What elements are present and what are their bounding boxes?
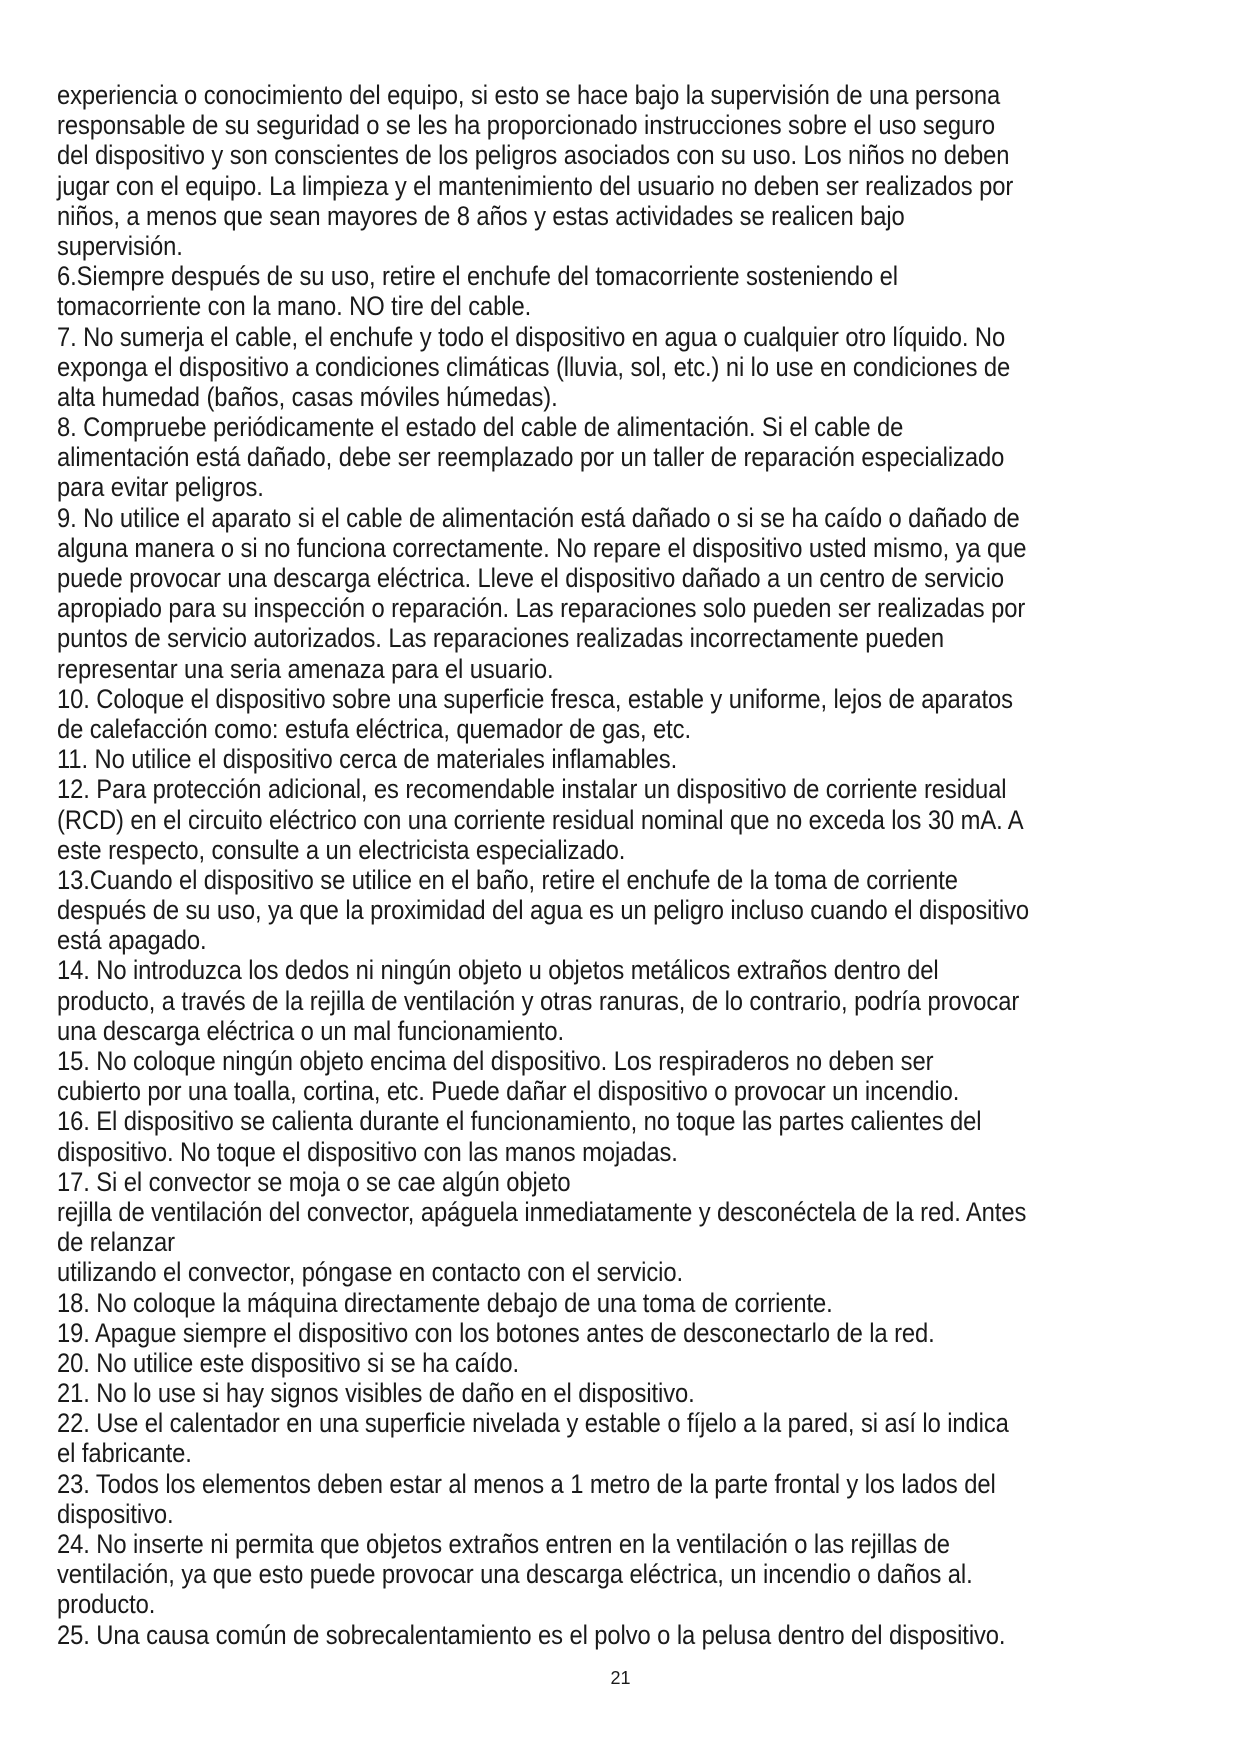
text-line: de relanzar xyxy=(57,1227,175,1258)
text-line: (RCD) en el circuito eléctrico con una corriente residual nominal que no exceda los 30 mA. A xyxy=(57,804,1024,835)
page-number: 21 xyxy=(610,1668,631,1688)
text-line: 15. No coloque ningún objeto encima del dispositivo. Los respiraderos no deben ser xyxy=(57,1046,934,1076)
text-line: 20. No utilice este dispositivo si se ha caído. xyxy=(57,1347,520,1378)
text-line: experiencia o conocimiento del equipo, si esto se hace bajo la supervisión de una persona xyxy=(57,80,1001,110)
text-line: dispositivo. xyxy=(57,1498,174,1529)
text-line: después de su uso, ya que la proximidad del agua es un peligro incluso cuando el dispositivo xyxy=(57,895,1029,926)
text-line: de calefacción como: estufa eléctrica, quemador de gas, etc. xyxy=(57,713,691,744)
text-line: el fabricante. xyxy=(57,1438,192,1469)
text-line: tomacorriente con la mano. NO tire del cable. xyxy=(57,291,532,322)
text-line: representar una seria amenaza para el usuario. xyxy=(57,653,554,684)
text-line: 21. No lo use si hay signos visibles de daño en el dispositivo. xyxy=(57,1378,695,1409)
text-line: 11. No utilice el dispositivo cerca de materiales inflamables. xyxy=(57,744,678,775)
text-line: utilizando el convector, póngase en contacto con el servicio. xyxy=(57,1257,683,1288)
text-line: una descarga eléctrica o un mal funcionamiento. xyxy=(57,1015,565,1046)
text-line: niños, a menos que sean mayores de 8 años y estas actividades se realicen bajo xyxy=(57,200,905,231)
text-line: dispositivo. No toque el dispositivo con las manos mojadas. xyxy=(57,1136,678,1167)
text-line: ventilación, ya que esto puede provocar una descarga eléctrica, un incendio o daños al. xyxy=(57,1559,973,1590)
text-line: cubierto por una toalla, cortina, etc. Puede dañar el dispositivo o provocar un incendio. xyxy=(57,1076,960,1107)
text-line: 25. Una causa común de sobrecalentamiento es el polvo o la pelusa dentro del dispositivo. xyxy=(57,1619,1006,1650)
text-line: 6.Siempre después de su uso, retire el enchufe del tomacorriente sosteniendo el xyxy=(57,261,899,292)
text-line: 13.Cuando el dispositivo se utilice en el baño, retire el enchufe de la toma de corriente xyxy=(57,864,958,895)
text-line: 8. Compruebe periódicamente el estado del cable de alimentación. Si el cable de xyxy=(57,412,904,443)
document-body xyxy=(57,80,1192,1650)
text-line: producto. xyxy=(57,1589,156,1620)
text-line: producto, a través de la rejilla de ventilación y otras ranuras, de lo contrario, podría provocar xyxy=(57,985,1020,1016)
text-line: 12. Para protección adicional, es recomendable instalar un dispositivo de corriente residual xyxy=(57,774,1007,805)
text-line: apropiado para su inspección o reparación. Las reparaciones solo pueden ser realizadas por xyxy=(57,593,1026,624)
text-line: este respecto, consulte a un electricista especializado. xyxy=(57,834,626,865)
text-line: alimentación está dañado, debe ser reemplazado por un taller de reparación especializado xyxy=(57,442,1005,473)
text-line: supervisión. xyxy=(57,230,183,261)
text-line: del dispositivo y son conscientes de los peligros asociados con su uso. Los niños no deben xyxy=(57,140,1010,171)
text-line: 16. El dispositivo se calienta durante el funcionamiento, no toque las partes calientes del xyxy=(57,1106,982,1137)
text-line: 14. No introduzca los dedos ni ningún objeto u objetos metálicos extraños dentro del xyxy=(57,955,939,986)
text-line: alguna manera o si no funciona correctamente. No repare el dispositivo usted mismo, ya que xyxy=(57,532,1027,563)
text-line: para evitar peligros. xyxy=(57,472,264,503)
text-line: 22. Use el calentador en una superficie nivelada y estable o fíjelo a la pared, si así lo indica xyxy=(57,1408,1009,1439)
text-line: exponga el dispositivo a condiciones climáticas (lluvia, sol, etc.) ni lo use en condiciones de xyxy=(57,351,1011,382)
text-line: puede provocar una descarga eléctrica. Lleve el dispositivo dañado a un centro de servicio xyxy=(57,563,1005,593)
text-line: 24. No inserte ni permita que objetos extraños entren en la ventilación o las rejillas de xyxy=(57,1529,950,1559)
text-line: 18. No coloque la máquina directamente debajo de una toma de corriente. xyxy=(57,1287,833,1318)
text-line: alta humedad (baños, casas móviles húmedas). xyxy=(57,381,558,412)
text-line: 17. Si el convector se moja o se cae algún objeto xyxy=(57,1166,571,1197)
text-line: rejilla de ventilación del convector, apáguela inmediatamente y desconéctela de la red. Antes xyxy=(57,1196,1027,1227)
text-line: puntos de servicio autorizados. Las reparaciones realizadas incorrectamente pueden xyxy=(57,623,944,654)
text-line: 19. Apague siempre el dispositivo con los botones antes de desconectarlo de la red. xyxy=(57,1317,935,1348)
text-line: está apagado. xyxy=(57,925,207,956)
text-line: jugar con el equipo. La limpieza y el mantenimiento del usuario no deben ser realizados por xyxy=(57,170,1014,201)
text-line: 9. No utilice el aparato si el cable de alimentación está dañado o si se ha caído o dañado de xyxy=(57,502,1020,533)
text-line: responsable de su seguridad o se les ha proporcionado instrucciones sobre el uso seguro xyxy=(57,110,996,141)
text-line: 23. Todos los elementos deben estar al menos a 1 metro de la parte frontal y los lados del xyxy=(57,1468,996,1499)
text-line: 7. No sumerja el cable, el enchufe y todo el dispositivo en agua o cualquier otro líquido. No xyxy=(57,321,1006,352)
text-line: 10. Coloque el dispositivo sobre una superficie fresca, estable y uniforme, lejos de aparatos xyxy=(57,683,1013,714)
